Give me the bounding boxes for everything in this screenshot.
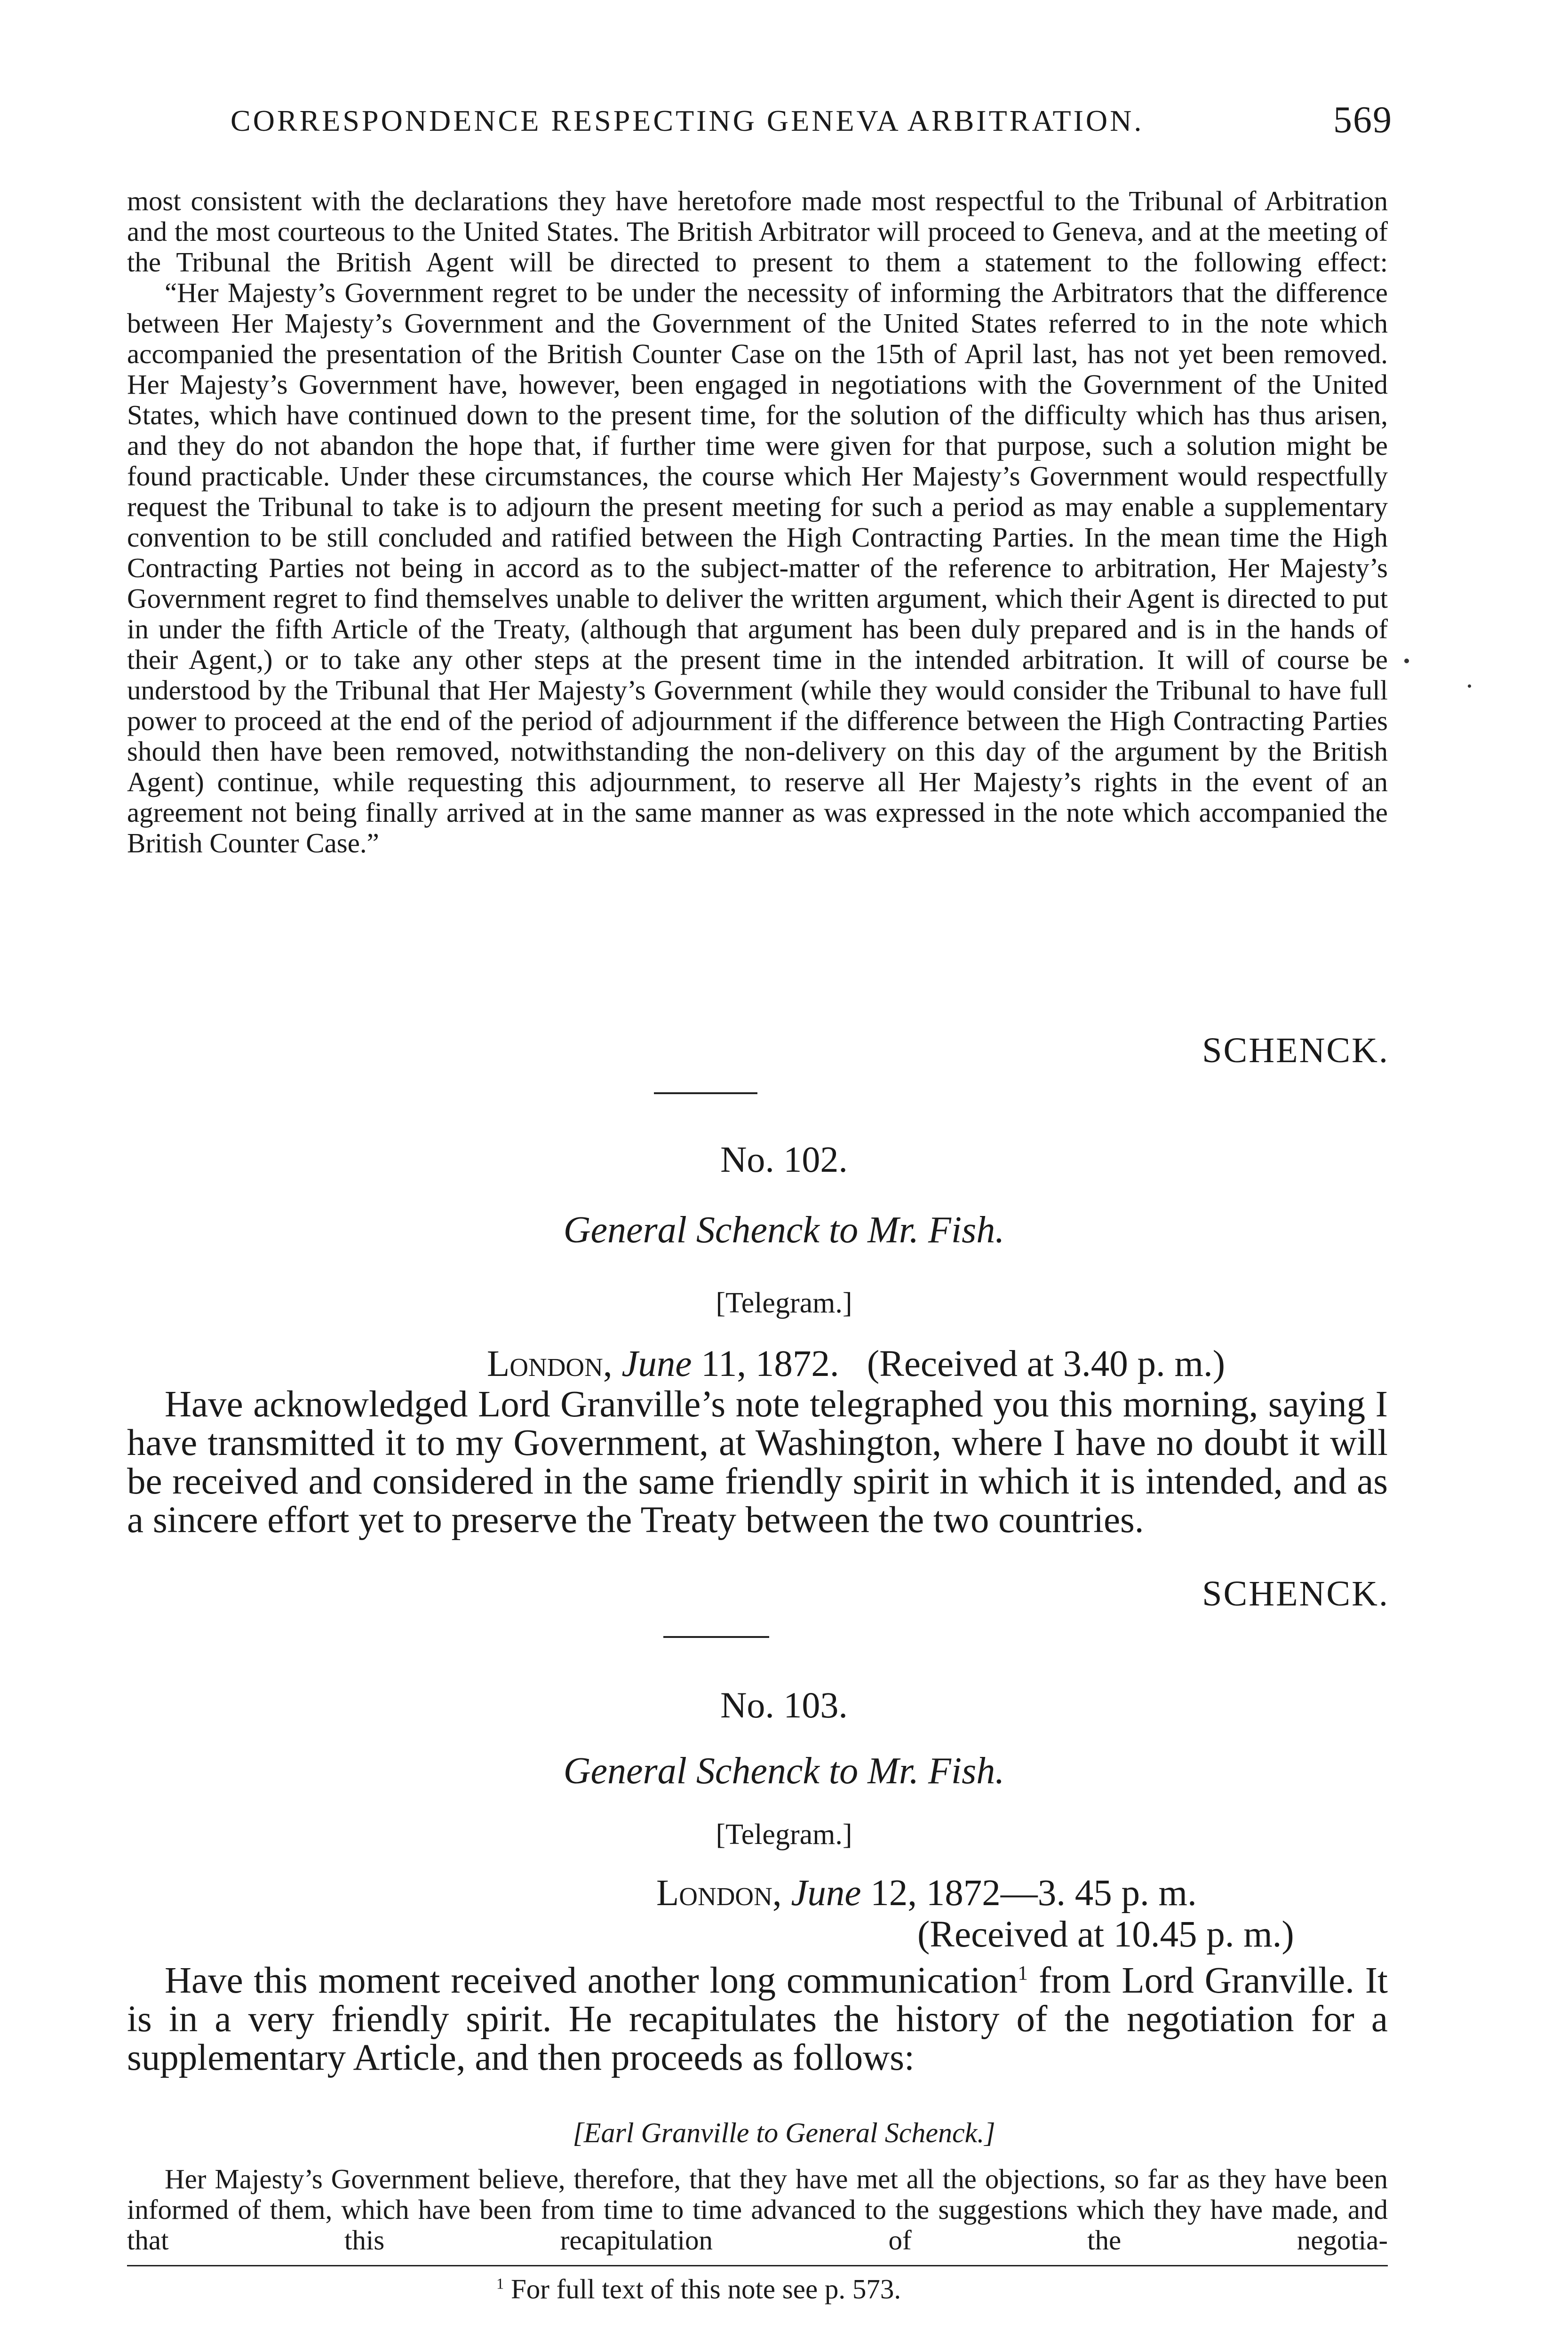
enclosure-text: Her Majesty’s Government believe, therefore, that they have met all the objections, so far as they have been informed of them, which have been from time to time advanced to the suggestions which they have made, and that this recapitulation of the negotia- (127, 2163, 1388, 2256)
enclosure-heading: [Earl Granville to General Schenck.] (573, 2117, 995, 2148)
letter-102-body: Have acknowledged Lord Granville’s note telegraphed you this morning, saying I have transmitted it to my Government, at Washington, where I have no doubt it will be received and considered in the same friendly spirit in which it is intended, and as a sincere effort yet to preserve the Treaty between the two countries. (127, 1384, 1388, 1541)
letter-103-body (127, 1962, 1388, 2077)
letter-101-signature: SCHENCK. (1202, 1031, 1389, 1070)
letter-102-date: 11, 1872. (692, 1343, 839, 1384)
header-title: CORRESPONDENCE RESPECTING GENEVA ARBITRATION. (231, 104, 1144, 137)
letter-103-month: June (791, 1873, 861, 1914)
letter-103-dateline (656, 1872, 1197, 1915)
letter-103-body-text-cont: from Lord Granville. It is in a very friendly spirit. He recapitulates the history of the negotiation for a supplementary Article, and then proceeds as follows: (127, 1960, 1388, 2078)
section-divider (654, 1092, 757, 1094)
footnote (496, 2273, 901, 2305)
letter-103-telegram-label: [Telegram.] (716, 1819, 852, 1851)
letter-101-statement: “Her Majesty’s Government regret to be under the necessity of informing the Arbitrators that the difference between Her Majesty’s Government and the Government of the United States referred to in the note which accompanied the presentation of the British Counter Case on the 15th of April last, has not yet been removed. Her Majesty’s Government have, however, been engaged in negotiations with the Government of the United States, which have continued down to the present time, for the solution of the difficulty which has thus arisen, and they do not abandon the hope that, if further time were given for that purpose, such a solution might be found practicable. Under these circumstances, the course which Her Majesty’s Government would respectfully request the Tribunal to take is to adjourn the present meeting for such a period as may enable a supplementary convention to be still concluded and ratified between the High Contracting Parties. In the mean time the High Contracting Parties not being in accord as to the subject-matter of the reference to arbitration, Her Majesty’s Government regret to find themselves unable to deliver the written argument, which their Agent is directed to put in under the fifth Article of the Treaty, (although that argument has been duly prepared and is in the hands of their Agent,) or to take any other steps at the present time in the intended arbitration. It will of course be understood by the Tribunal that Her Majesty’s Government (while they would consider the Tribunal to have full power to proceed at the end of the period of adjournment if the difference between the High Contracting Parties should then have been removed, notwithstanding the non-delivery on this day of the argument by the British Agent) continue, while requesting this adjournment, to reserve all Her Majesty’s rights in the event of an agreement not being finally arrived at in the same manner as was expressed in the note which accompanied the British Counter Case.” (127, 277, 1388, 858)
page-number: 569 (1333, 99, 1393, 141)
letter-101-body (127, 186, 1388, 858)
letter-102-dateline (487, 1343, 1225, 1385)
letter-102-received: (Received at 3.40 p. m.) (867, 1343, 1226, 1384)
document-number-103: No. 103. (720, 1685, 848, 1725)
footnote-mark: 1 (496, 2275, 504, 2293)
letter-103-date: 12, 1872—3. 45 p. m. (861, 1873, 1197, 1914)
letter-103-received: (Received at 10.45 p. m.) (917, 1914, 1294, 1955)
footnote-rule (127, 2265, 1388, 2266)
letter-101-intro: most consistent with the declarations they have heretofore made most respectful to the Tribunal of Arbitration and the most courteous to the United States. The British Arbitrator will proceed to Geneva, and at the meeting of the Tribunal the British Agent will be directed to present to them a statement to the following effect: (127, 185, 1388, 278)
document-number-102: No. 102. (720, 1139, 848, 1180)
letter-102-signature: SCHENCK. (1202, 1574, 1389, 1613)
letter-103-heading: General Schenck to Mr. Fish. (563, 1750, 1005, 1792)
letter-102-heading: General Schenck to Mr. Fish. (563, 1209, 1005, 1251)
footnote-text: For full text of this note see p. 573. (504, 2273, 901, 2304)
running-header (231, 99, 1393, 141)
section-divider (663, 1636, 769, 1638)
letter-103-body-text: Have this moment received another long communication (165, 1960, 1018, 2001)
letter-102-month: June (621, 1343, 692, 1384)
footnote-reference: 1 (1018, 1962, 1028, 1985)
scan-speck (1404, 659, 1409, 663)
letter-102-telegram-label: [Telegram.] (716, 1287, 852, 1319)
scan-speck (1468, 684, 1471, 688)
letter-103-place: London, (656, 1873, 782, 1914)
letter-102-place: London, (487, 1343, 613, 1384)
